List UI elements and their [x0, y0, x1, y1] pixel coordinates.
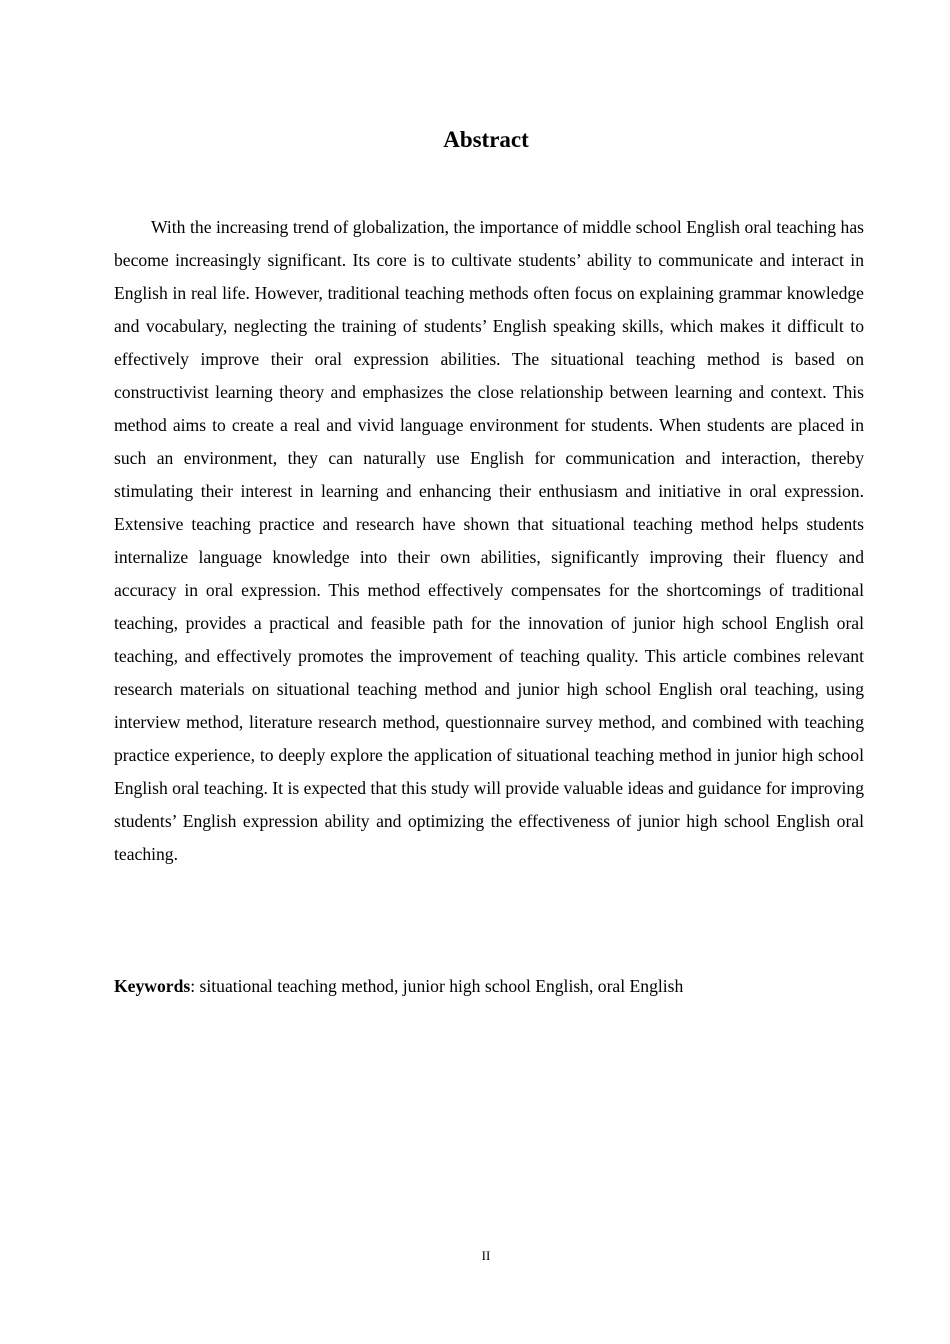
abstract-title: Abstract	[443, 127, 529, 152]
keywords-label: Keywords	[114, 976, 191, 996]
keywords-line	[114, 970, 864, 1003]
keywords-text: : situational teaching method, junior high school English, oral English	[190, 976, 684, 996]
abstract-body: With the increasing trend of globalization, the importance of middle school English oral teaching has become increasingly significant. Its core is to cultivate students’ ability to communicate and interact in English in real life. However, traditional teaching methods often focus on explaining grammar knowledge and vocabulary, neglecting the training of students’ English speaking skills, which makes it difficult to effectively improve their oral expression abilities. The situational teaching method is based on constructivist learning theory and emphasizes the close relationship between learning and context. This method aims to create a real and vivid language environment for students. When students are placed in such an environment, they can naturally use English for communication and interaction, thereby stimulating their interest in learning and enhancing their enthusiasm and initiative in oral expression. Extensive teaching practice and research have shown that situational teaching method helps students internalize language knowledge into their own abilities, significantly improving their fluency and accuracy in oral expression. This method effectively compensates for the shortcomings of traditional teaching, provides a practical and feasible path for the innovation of junior high school English oral teaching, and effectively promotes the improvement of teaching quality. This article combines relevant research materials on situational teaching method and junior high school English oral teaching, using interview method, literature research method, questionnaire survey method, and combined with teaching practice experience, to deeply explore the application of situational teaching method in junior high school English oral teaching. It is expected that this study will provide valuable ideas and guidance for improving students’ English expression ability and optimizing the effectiveness of junior high school English oral teaching.	[114, 217, 864, 864]
page-number: II	[481, 1248, 491, 1263]
